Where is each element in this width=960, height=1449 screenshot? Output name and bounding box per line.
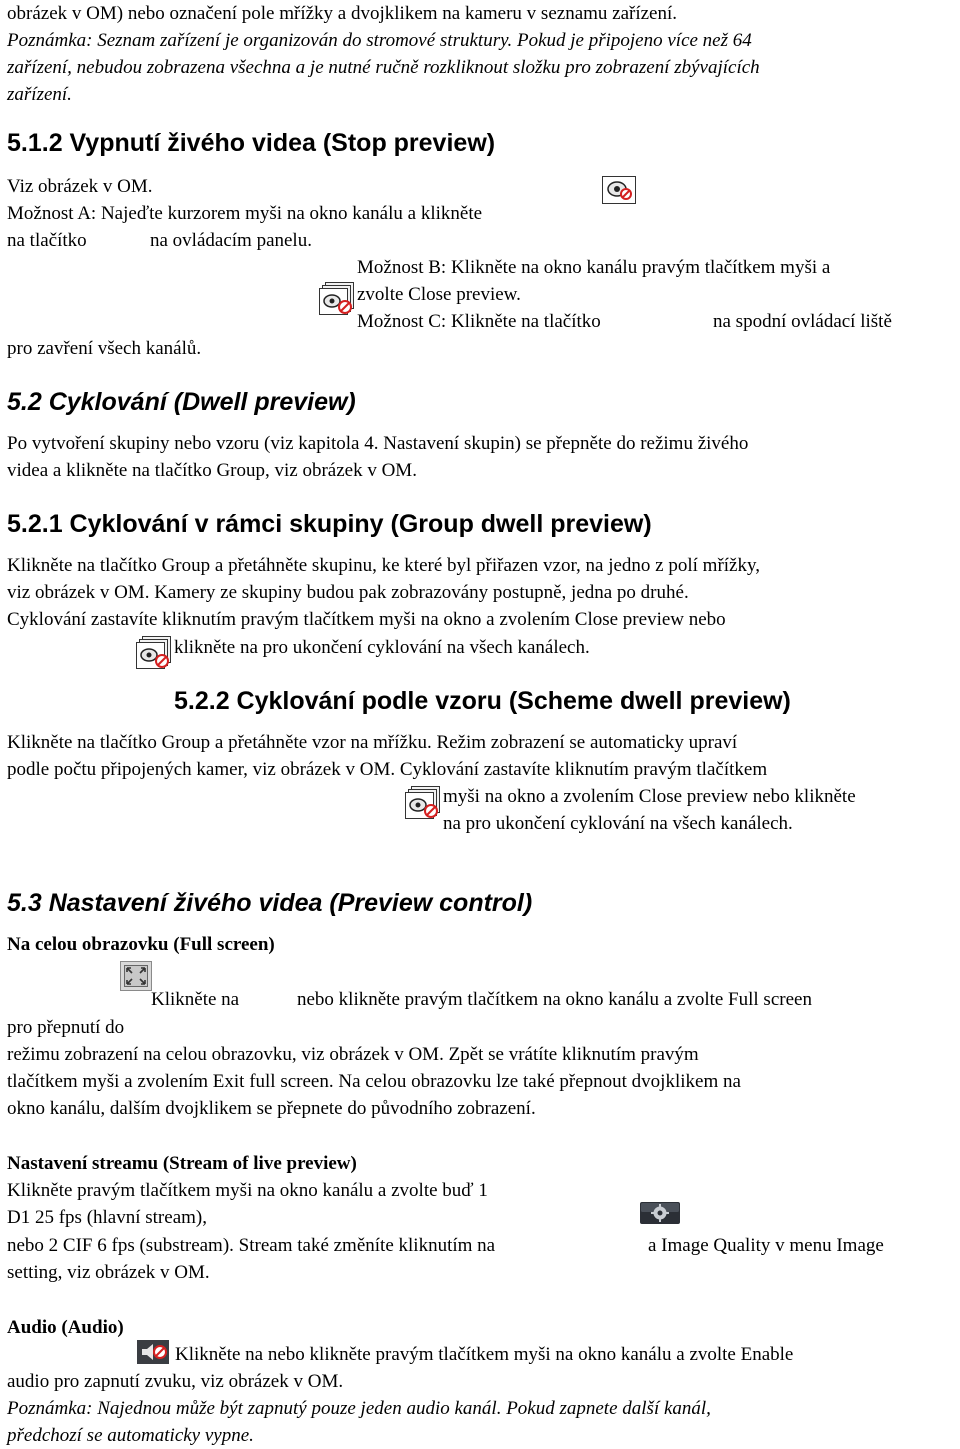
stream-settings-icon <box>640 1202 680 1224</box>
text-line: Po vytvoření skupiny nebo vzoru (viz kapitola 4. Nastavení skupin) se přepněte do režimu živého <box>7 433 749 454</box>
note-line: zařízení. <box>7 84 72 105</box>
section-heading-5-2-1: 5.2.1 Cyklování v rámci skupiny (Group dwell preview) <box>7 510 652 538</box>
section-heading-5-1-2: 5.1.2 Vypnutí živého videa (Stop preview) <box>7 129 496 157</box>
text-line: okno kanálu, dalším dvojklikem se přepnete do původního zobrazení. <box>7 1098 536 1119</box>
stop-all-preview-icon <box>135 636 173 670</box>
text-line: a Image Quality v menu Image <box>648 1235 884 1256</box>
text-line: pro přepnutí do <box>7 1017 125 1038</box>
subheading-full-screen: Na celou obrazovku (Full screen) <box>7 934 275 955</box>
text-line: na spodní ovládací liště <box>713 311 892 332</box>
text-line: na ovládacím panelu. <box>150 230 312 251</box>
note-line: Poznámka: Najednou může být zapnutý pouze jeden audio kanál. Pokud zapnete další kanál, <box>7 1398 711 1419</box>
text-line: pro zavření všech kanálů. <box>7 338 202 359</box>
text-line: Klikněte na <box>151 989 240 1010</box>
stop-all-preview-icon <box>318 282 356 316</box>
subheading-audio: Audio (Audio) <box>7 1317 124 1338</box>
text-line: nebo klikněte pravým tlačítkem na okno kanálu a zvolte Full screen <box>297 989 812 1010</box>
text-line: Cyklování zastavíte kliknutím pravým tlačítkem myši na okno a zvolením Close preview nebo <box>7 609 726 630</box>
text-line: nebo 2 CIF 6 fps (substream). Stream také změníte kliknutím na <box>7 1235 496 1256</box>
stop-preview-icon <box>602 176 636 204</box>
text-line: audio pro zapnutí zvuku, viz obrázek v OM. <box>7 1371 344 1392</box>
text-line: Viz obrázek v OM. <box>7 176 153 197</box>
note-line: předchozí se automaticky vypne. <box>7 1425 254 1446</box>
text-line: Možnost B: Klikněte na okno kanálu pravým tlačítkem myši a <box>357 257 831 278</box>
note-line: zařízení, nebudou zobrazena všechna a je nutné ručně rozkliknout složku pro zobrazení zbývajících <box>7 57 760 78</box>
text-line: podle počtu připojených kamer, viz obrázek v OM. Cyklování zastavíte kliknutím pravým tlačítkem <box>7 759 768 780</box>
section-heading-5-2-2: 5.2.2 Cyklování podle vzoru (Scheme dwell preview) <box>174 687 791 715</box>
text-line: klikněte na pro ukončení cyklování na všech kanálech. <box>174 637 590 658</box>
text-line: Klikněte na nebo klikněte pravým tlačítkem myši na okno kanálu a zvolte Enable <box>175 1344 794 1365</box>
audio-muted-icon <box>137 1340 169 1364</box>
text-line: zvolte Close preview. <box>357 284 521 305</box>
text-line: na tlačítko <box>7 230 87 251</box>
text-line: Možnost A: Najeďte kurzorem myši na okno kanálu a klikněte <box>7 203 483 224</box>
text-line: režimu zobrazení na celou obrazovku, viz obrázek v OM. Zpět se vrátíte kliknutím pravým <box>7 1044 699 1065</box>
note-line: Poznámka: Seznam zařízení je organizován do stromové struktury. Pokud je připojeno více než 64 <box>7 30 752 51</box>
text-line: videa a klikněte na tlačítko Group, viz obrázek v OM. <box>7 460 417 481</box>
text-line: Klikněte na tlačítko Group a přetáhněte vzor na mřížku. Režim zobrazení se automaticky upraví <box>7 732 738 753</box>
text-line: Klikněte na tlačítko Group a přetáhněte skupinu, ke které byl přiřazen vzor, na jedno z polí mřížky, <box>7 555 760 576</box>
text-line: viz obrázek v OM. Kamery ze skupiny budou pak zobrazovány postupně, jedna po druhé. <box>7 582 689 603</box>
text-line: Klikněte pravým tlačítkem myši na okno kanálu a zvolte buď 1 <box>7 1180 488 1201</box>
section-heading-5-3: 5.3 Nastavení živého videa (Preview control) <box>7 889 533 917</box>
text-line: setting, viz obrázek v OM. <box>7 1262 210 1283</box>
text-line: tlačítkem myši a zvolením Exit full screen. Na celou obrazovku lze také přepnout dvojklikem na <box>7 1071 741 1092</box>
text-line: myši na okno a zvolením Close preview nebo klikněte <box>443 786 856 807</box>
subheading-stream: Nastavení streamu (Stream of live preview) <box>7 1153 357 1174</box>
stop-all-preview-icon <box>404 786 442 820</box>
section-heading-5-2: 5.2 Cyklování (Dwell preview) <box>7 388 356 416</box>
text-line: Možnost C: Klikněte na tlačítko <box>357 311 601 332</box>
text-line: na pro ukončení cyklování na všech kanálech. <box>443 813 793 834</box>
text-line: obrázek v OM) nebo označení pole mřížky a dvojklikem na kameru v seznamu zařízení. <box>7 3 678 24</box>
full-screen-icon <box>120 961 152 991</box>
text-line: D1 25 fps (hlavní stream), <box>7 1207 207 1228</box>
